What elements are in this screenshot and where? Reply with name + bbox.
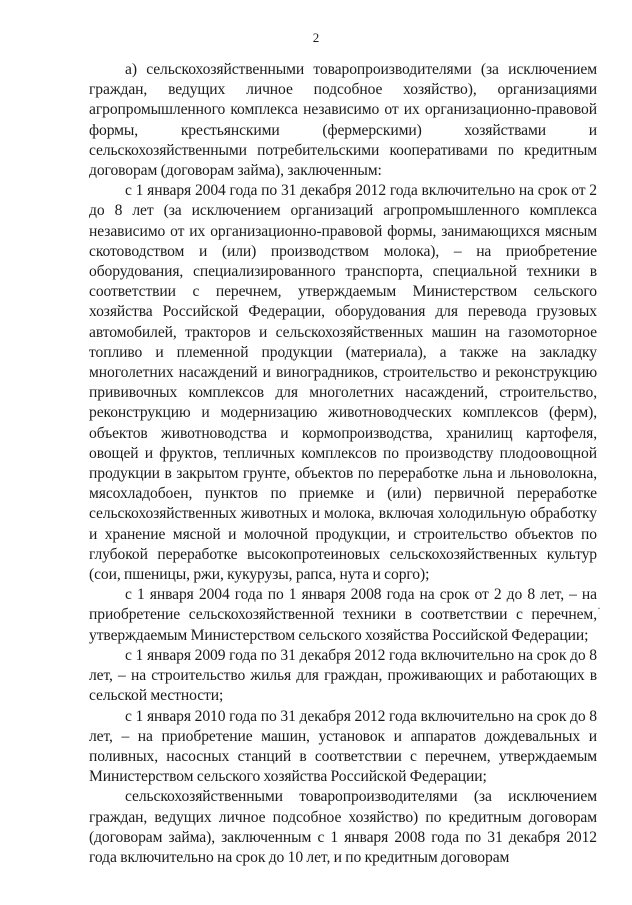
paragraph-subsection-a: а) сельскохозяйственными товаропроизводителями (за исключением граждан, ведущих личное подсобное хозяйство), организациями агропромышленного комплекса независимо от их организационно-правовой формы, крестьянскими (фермерскими) хозяйствами и сельскохозяйственными потребительскими кооперативами по кредитным договорам (договорам займа), заключенным:	[89, 61, 597, 180]
paragraph-producer-loans: сельскохозяйственными товаропроизводителями (за исключением граждан, ведущих личное подсобное хозяйство) по кредитным договорам (договорам займа), заключенным с 1 января 2008 года по 31 декабря 2012 года включительно на срок до 10 лет, и по кредитным договорам	[89, 788, 597, 866]
paragraph-equipment-loans: с 1 января 2004 года по 31 декабря 2012 года включительно на срок от 2 до 8 лет (за исключением организаций агропромышленного комплекса независимо от их организационно-правовой формы, занимающихся мясным скотоводством и (или) производством молока), – на приобретение оборудования, специализированного транспорта, специальной техники в соответствии с перечнем, утверждаемым Министерством сельского хозяйства Российской Федерации, оборудования для перевода грузовых автомобилей, тракторов и сельскохозяйственных машин на газомоторное топливо и племенной продукции (материала), а также на закладку многолетних насаждений и виноградников, строительство и реконструкцию прививочных комплексов для многолетних насаждений, строительство, реконструкцию и модернизацию животноводческих комплексов (ферм), объектов животноводства и кормопроизводства, хранилищ картофеля, овощей и фруктов, тепличных комплексов по производству плодоовощной продукции в закрытом грунте, объектов по переработке льна и льноволокна, мясохладобоен, пунктов по приемке и (или) первичной переработке сельскохозяйственных животных и молока, включая холодильную обработку и хранение мясной и молочной продукции, и строительство объектов по глубокой переработке высокопротеиновых сельскохозяйственных культур (сои, пшеницы, ржи, кукурузы, рапса, нута и сорго);	[89, 182, 597, 584]
scan-speck: ·	[597, 601, 601, 615]
paragraph-machinery-loans: с 1 января 2004 года по 1 января 2008 года на срок от 2 до 8 лет, – на приобретение сельскохозяйственной техники в соответствии с перечнем, утверждаемым Министерством сельского хозяйства Российской Федерации;	[89, 586, 597, 644]
page-number: 2	[312, 30, 320, 45]
paragraph-irrigation-loans: с 1 января 2010 года по 31 декабря 2012 года включительно на срок до 8 лет, – на приобретение машин, установок и аппаратов дождевальных и поливных, насосных станций в соответствии с перечнем, утверждаемым Министерством сельского хозяйства Российской Федерации;	[89, 707, 597, 786]
document-body	[89, 60, 597, 868]
paragraph-housing-loans: с 1 января 2009 года по 31 декабря 2012 года включительно на срок до 8 лет, – на строительство жилья для граждан, проживающих и работающих в сельской местности;	[89, 646, 597, 705]
